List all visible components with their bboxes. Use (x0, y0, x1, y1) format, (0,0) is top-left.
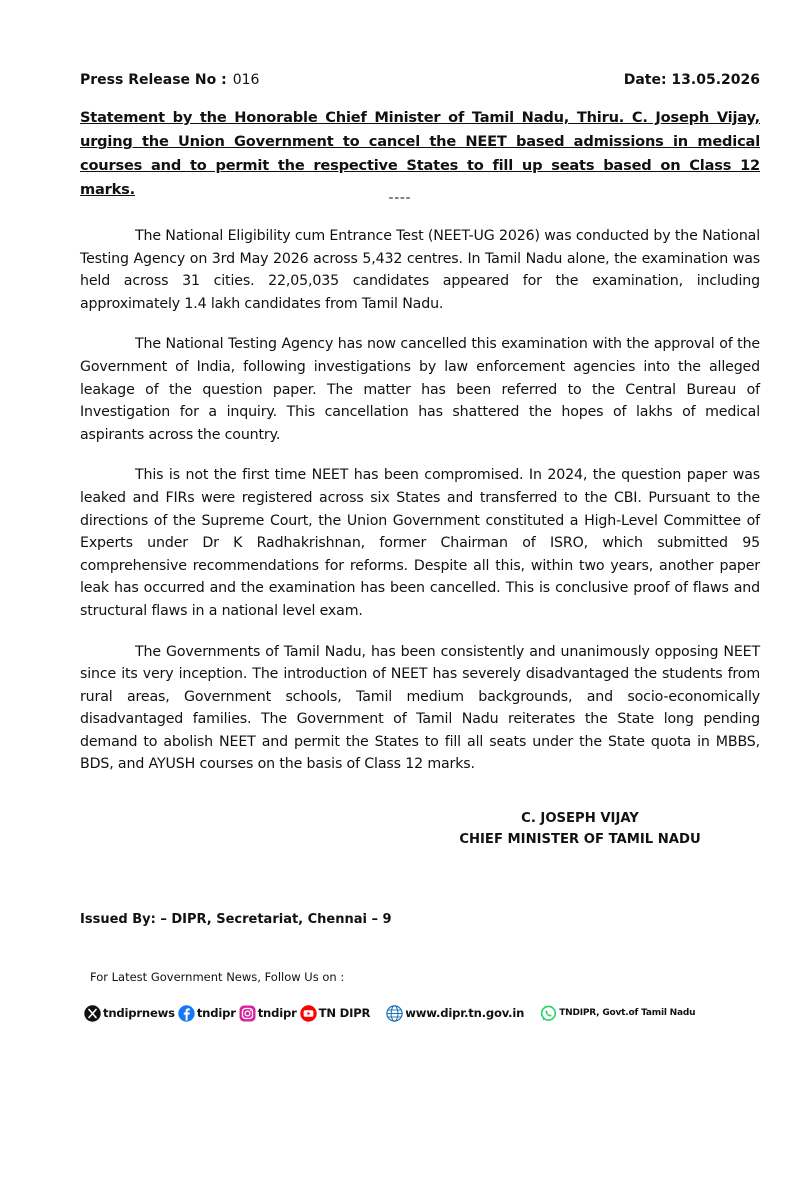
whatsapp-icon (540, 1005, 557, 1022)
social-youtube-link[interactable] (300, 1005, 371, 1022)
paragraph-1: The National Eligibility cum Entrance Test (NEET-UG 2026) was conducted by the National Testing Agency on 3rd May 2026 across 5,432 centres. In Tamil Nadu alone, the examination was held across 31 cities. 22,05,035 candidates appeared for the examination, including approximately 1.4 lakh candidates from Tamil Nadu. (80, 228, 760, 312)
youtube-icon (300, 1005, 317, 1022)
website-link[interactable] (386, 1005, 524, 1022)
facebook-handle: tndipr (196, 1006, 236, 1020)
paragraph-3: This is not the first time NEET has been compromised. In 2024, the question paper was leaked and FIRs were registered across six States and transferred to the CBI. Pursuant to the directions of the Supreme Court, the Union Government constituted a High-Level Committee of Experts under Dr K Radhakrishnan, former Chairman of ISRO, which submitted 95 comprehensive recommendations for reforms. Despite all this, within two years, another paper leak has occurred and the examination has been cancelled. This is conclusive proof of flaws and structural flaws in a national level exam. (80, 467, 760, 619)
website-url: www.dipr.tn.gov.in (405, 1006, 525, 1020)
social-facebook-link[interactable] (178, 1005, 236, 1022)
instagram-handle: tndipr (257, 1006, 297, 1020)
facebook-icon (178, 1005, 195, 1022)
social-instagram-link[interactable] (239, 1005, 297, 1022)
x-icon (84, 1005, 101, 1022)
instagram-icon (239, 1005, 256, 1022)
youtube-handle: TN DIPR (318, 1006, 371, 1020)
social-x-link[interactable] (84, 1005, 175, 1022)
whatsapp-handle: TNDIPR, Govt.of Tamil Nadu (559, 1008, 696, 1018)
social-whatsapp-link[interactable] (540, 1005, 695, 1022)
globe-icon (386, 1005, 403, 1022)
statement-title: Statement by the Honorable Chief Minister of Tamil Nadu, Thiru. C. Joseph Vijay, urging the Union Government to cancel the NEET based admissions in medical courses and to permit the respective States to fill up seats based on Class 12 marks. (80, 109, 760, 198)
paragraph-4: The Governments of Tamil Nadu, has been consistently and unanimously opposing NEET since its very inception. The introduction of NEET has severely disadvantaged the students from rural areas, Government schools, Tamil medium backgrounds, and socio-economically disadvantaged families. The Government of Tamil Nadu reiterates the State long pending demand to abolish NEET and permit the States to fill all seats under the State quota in MBBS, BDS, and AYUSH courses on the basis of Class 12 marks. (80, 643, 760, 773)
signatory-designation: CHIEF MINISTER OF TAMIL NADU (459, 832, 701, 847)
x-handle: tndiprnews (103, 1006, 175, 1020)
press-release-number-group (80, 72, 259, 88)
issued-by: Issued By: – DIPR, Secretariat, Chennai – 9 (80, 912, 392, 927)
section-divider: ---- (388, 190, 412, 205)
follow-us-text: For Latest Government News, Follow Us on : (90, 970, 345, 984)
statement-body (80, 225, 760, 794)
release-date: Date: 13.05.2026 (623, 72, 760, 88)
signatory-name: C. JOSEPH VIJAY (521, 811, 639, 826)
press-release-label: Press Release No : (80, 72, 227, 88)
social-media-bar (84, 1000, 774, 1026)
document-header (80, 72, 760, 88)
press-release-number: 016 (232, 72, 260, 88)
paragraph-2: The National Testing Agency has now cancelled this examination with the approval of the Government of India, following investigations by law enforcement agencies into the alleged leakage of the question paper. The matter has been referred to the Central Bureau of Investigation for a inquiry. This cancellation has shattered the hopes of lakhs of medical aspirants across the country. (80, 336, 760, 443)
signature-block (440, 808, 720, 850)
